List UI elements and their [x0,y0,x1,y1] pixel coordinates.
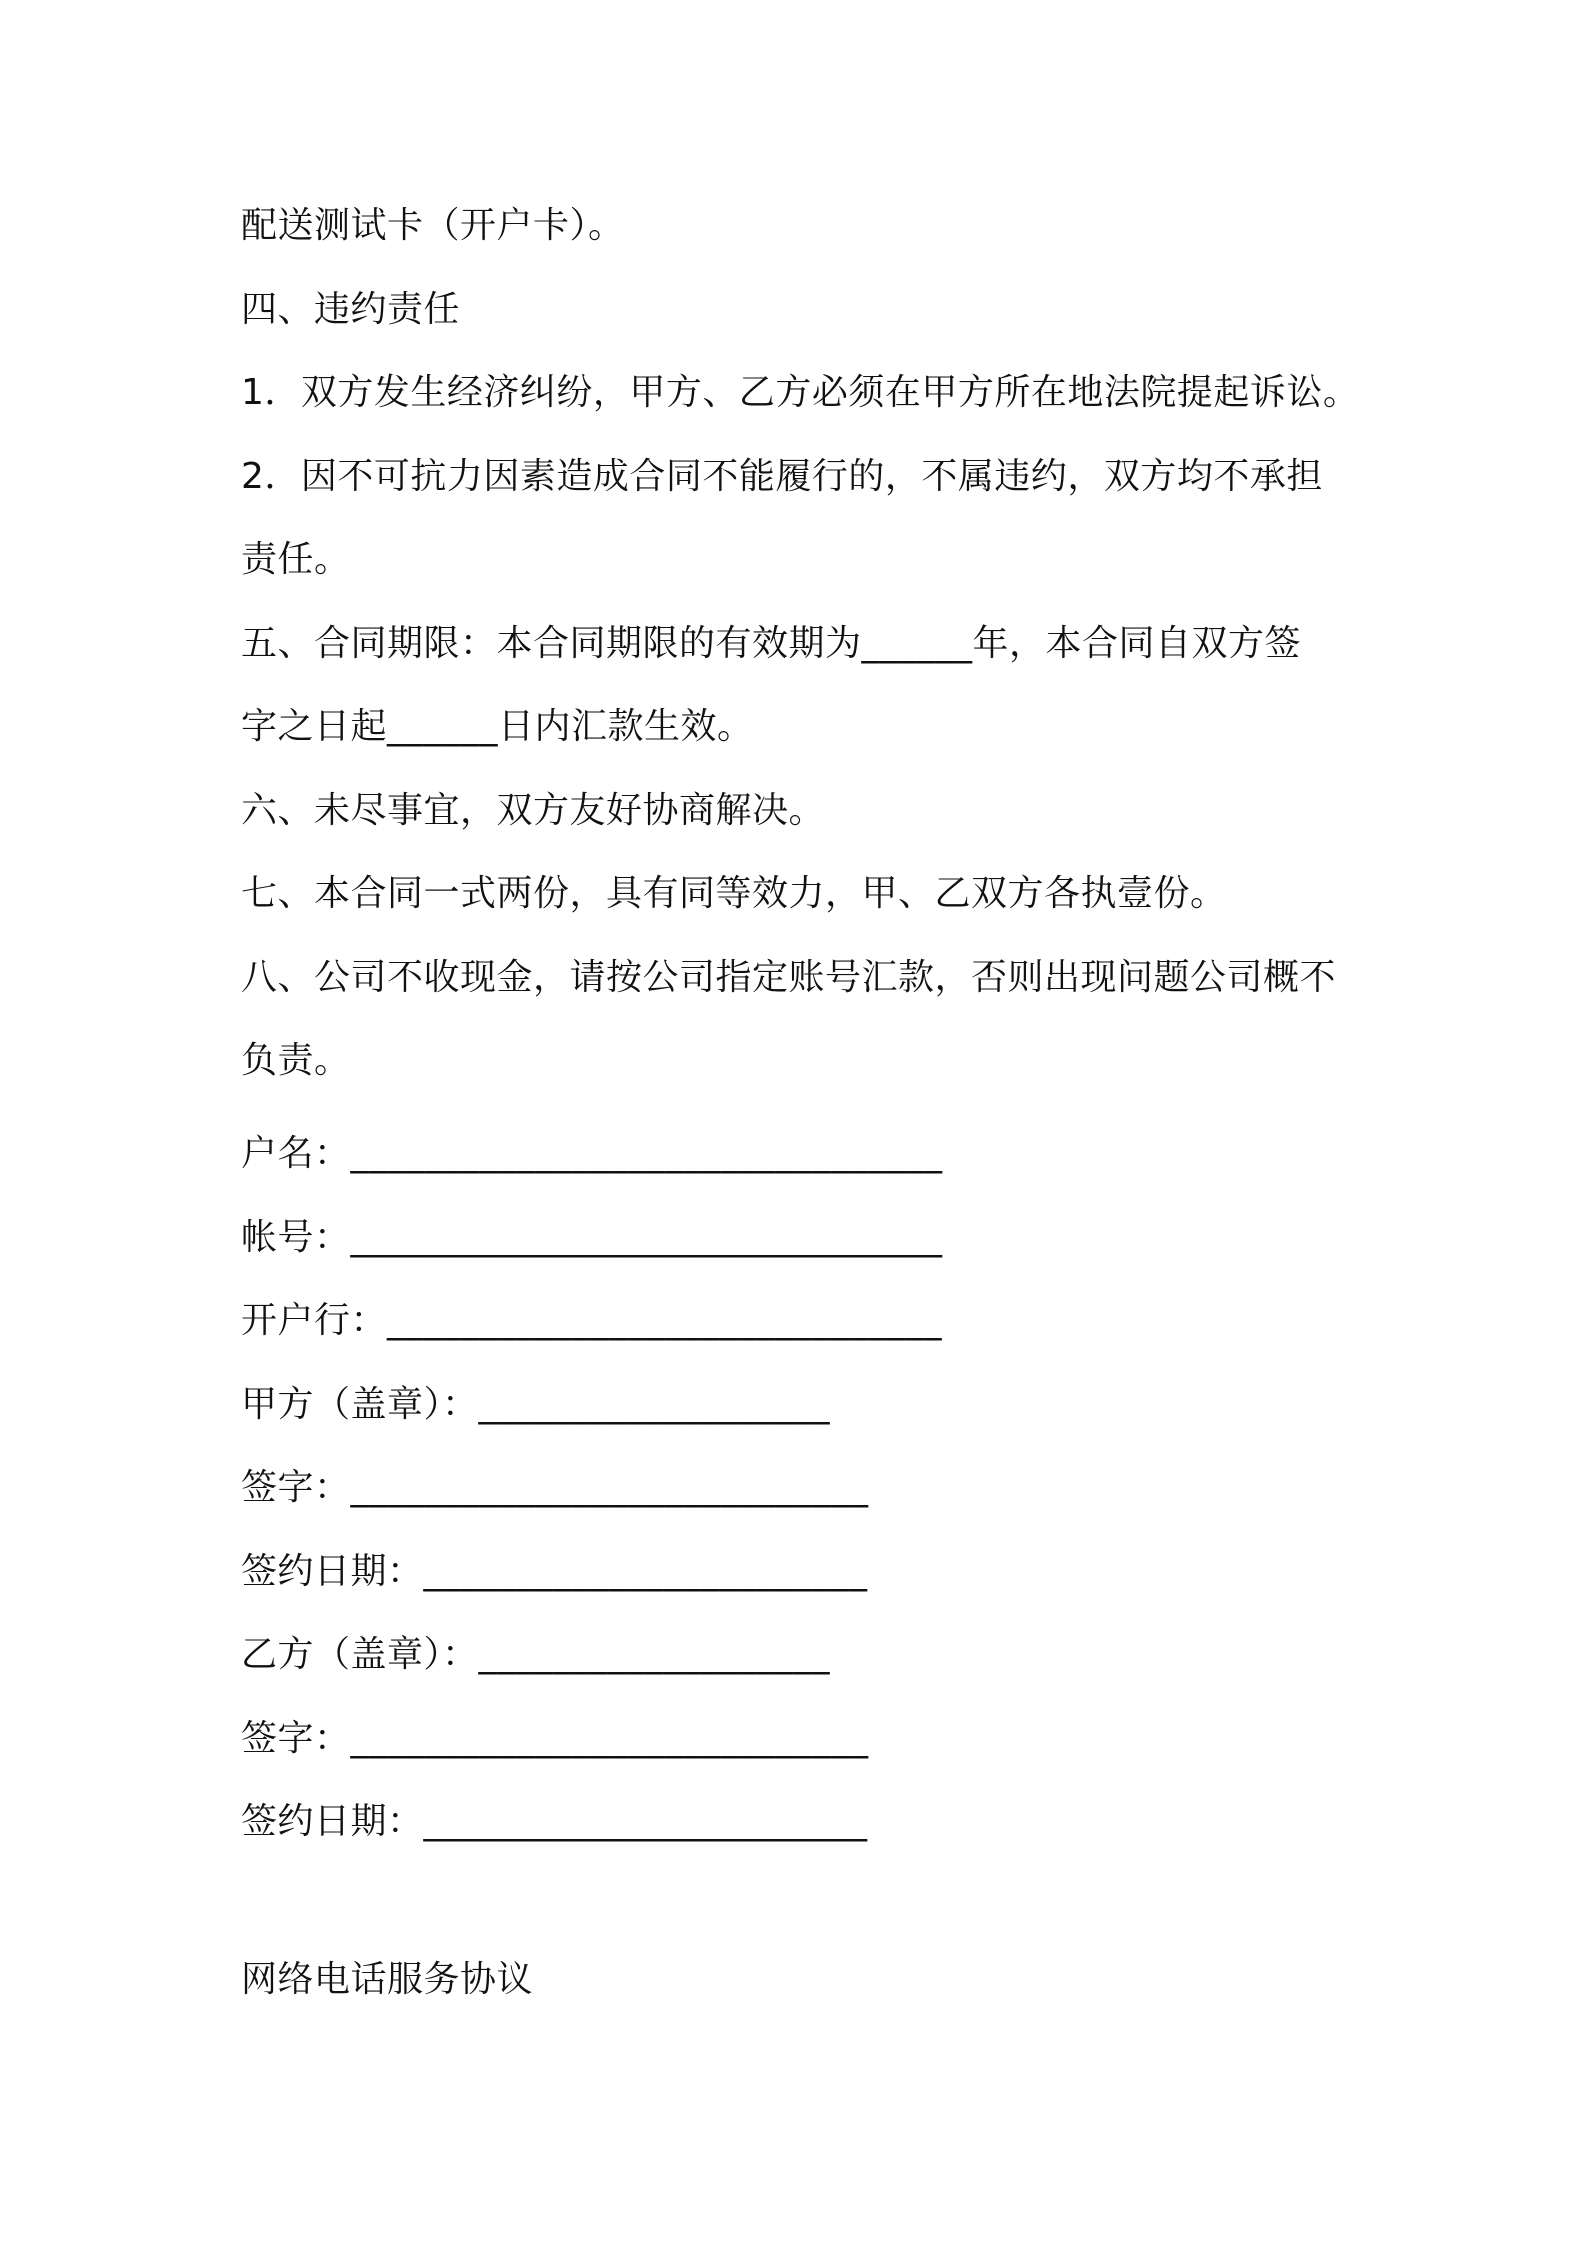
section-8-line-2: 负责。 [241,1040,351,1081]
party-a-date-field: 签约日期：________________________ [241,1551,868,1592]
party-b-date-field: 签约日期：________________________ [241,1801,868,1842]
party-a-signature-field: 签字：____________________________ [241,1467,869,1508]
paragraph-line: 配送测试卡（开户卡）。 [241,205,625,246]
account-number-field: 帐号：________________________________ [241,1217,943,1258]
section-6: 六、未尽事宜，双方友好协商解决。 [241,790,826,831]
party-b-signature-field: 签字：____________________________ [241,1718,869,1759]
clause-1: 1．双方发生经济纠纷，甲方、乙方必须在甲方所在地法院提起诉讼。 [241,372,1360,413]
next-document-title: 网络电话服务协议 [241,1959,534,2000]
clause-2-line-1: 2．因不可抗力因素造成合同不能履行的，不属违约，双方均不承担 [241,456,1323,497]
section-heading: 四、违约责任 [241,289,461,330]
section-5-line-1: 五、合同期限：本合同期限的有效期为______年，本合同自双方签 [241,623,1302,664]
bank-field: 开户行：______________________________ [241,1300,943,1341]
section-5-line-2: 字之日起______日内汇款生效。 [241,706,754,747]
clause-2-line-2: 责任。 [241,539,351,580]
account-name-field: 户名：________________________________ [241,1133,943,1174]
party-a-seal-field: 甲方（盖章）：___________________ [241,1384,831,1425]
party-b-seal-field: 乙方（盖章）：___________________ [241,1634,831,1675]
section-7: 七、本合同一式两份，具有同等效力，甲、乙双方各执壹份。 [241,873,1227,914]
section-8-line-1: 八、公司不收现金，请按公司指定账号汇款，否则出现问题公司概不 [241,957,1337,998]
